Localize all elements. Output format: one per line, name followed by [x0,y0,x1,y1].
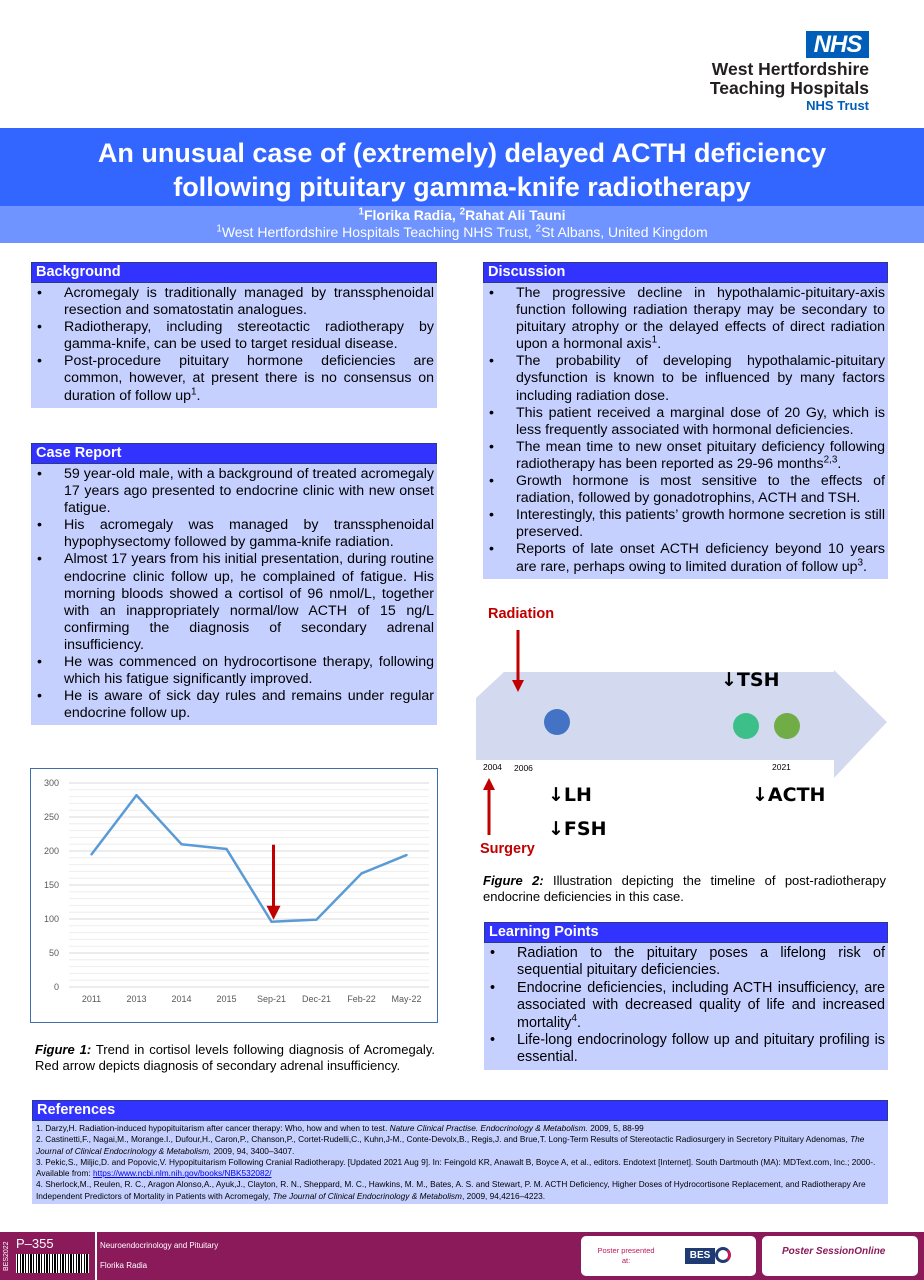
ref3-text: 3. Pekic,S., Miljic,D. and Popovic,V. Hypopituitarism Following Cranial Radiotherapy. [Updated 2021 Aug 9]. In: Feingold KR, Anawalt B, Boyce A, et al., editors. Endotext [Internet]. South Dartmouth (MA): MDText.com, Inc.; 2000-. Available from: [36,1156,876,1179]
side-code: BES2022 [3,1241,10,1271]
trust-line-3: NHS Trust [806,98,869,113]
trust-name [710,60,869,113]
y-tick-label: 100 [43,914,59,924]
lh-fsh-dot [544,709,570,735]
reference-3 [36,1157,884,1180]
pso-logo-box[interactable] [761,1235,919,1277]
figure2-caption [483,873,886,905]
ref1-text: 1. Darzy,H. Radiation-induced hypopituitarism after cancer therapy: Who, how and when to test. [36,1123,388,1133]
learning-points-heading: Learning Points [484,922,888,943]
x-tick-label: 2011 [81,994,102,1004]
tsh-label: ↓TSH [721,669,780,691]
ref3-link[interactable]: https://www.ncbi.nlm.nih.gov/books/NBK532082/ [93,1168,272,1179]
timeline-arrow [476,670,887,778]
affiliation [0,224,924,241]
ref2-tail: 2009, 94, 3400–3407. [213,1145,295,1156]
authors-text: Florika Radia, $^2$Rahat Ali Tauni [363,206,566,223]
data-point [270,921,272,923]
learning-points-body [484,943,888,1070]
year-2004: 2004 [483,762,502,772]
list-item: • Acromegaly is traditionally managed by transsphenoidal resection and somatostatin analogues. [34,285,434,319]
cortisol-series-line [92,795,407,921]
authors [0,207,924,224]
data-point [360,872,362,874]
x-tick-label: 2015 [216,994,237,1004]
y-tick-label: 150 [43,880,59,890]
list-item: • Reports of late onset ACTH deficiency beyond 10 years are rare, perhaps owing to limited duration of follow $up^3$. [486,541,885,575]
list-item: • The probability of developing hypothalamic-pituitary dysfunction is known to be influenced by many factors including radiation dose. [486,353,885,404]
bes-logo: BES [685,1248,715,1264]
ref4-text: 4. Sherlock,M., Reulen, R. C., Aragon Alonso,A., Ayuk,J., Clayton, R. N., Sheppard, M. C., Hawkins, M. M., Bates, A. S. and Stewart, P. M. ACTH Deficiency, Higher Doses of Hydrocortisone Replacement, and Radiotherapy Are Independent Predictors of Mortality in Patients with Acromegaly, [36,1179,866,1201]
x-tick-label: 2013 [126,994,147,1004]
footer-category: Neuroendocrinology and Pituitary [100,1241,219,1250]
list-item: • Interestingly, this patients’ growth hormone secretion is still preserved. [486,507,885,541]
surgery-label: Surgery [480,841,535,857]
references-heading: References [32,1100,888,1121]
poster-title [0,136,924,204]
ref4-journal: The Journal of Clinical Endocrinology & Metabolism [272,1190,462,1201]
fsh-label: ↓FSH [548,818,607,840]
list-item: • Life-long endocrinology follow up and pituitary profiling is essential. [487,1032,885,1067]
learning-points-section [484,922,888,1070]
reference-2 [36,1134,884,1157]
x-tick-label: Feb-22 [347,994,376,1004]
background-heading: Background [31,262,437,283]
list-item: • Almost 17 years from his initial presentation, during routine endocrine clinic follow up, he complained of fatigue. His morning bloods showed a cortisol of 96 nmol/L, together with an inappropriately normal/low ACTH of 15 ng/L confirming the diagnosis of secondary adrenal insufficiency. [34,551,434,654]
author1-sup: 1 [358,206,364,218]
trust-line-2: Teaching Hospitals [709,78,869,98]
list-item: • Post-procedure pituitary hormone deficiencies are common, however, at present there is no consensus on duration of follow $up^1$. [34,353,434,404]
y-tick-label: 200 [43,846,59,856]
y-tick-label: 300 [43,778,59,788]
radiation-label: Radiation [488,606,555,622]
author2-sup: 2 [459,206,466,218]
figure1-label: Figure 1: [35,1042,92,1057]
figure2-text: Illustration depicting the timeline of post-radiotherapy endocrine deficiencies in this case. [483,873,886,904]
bes-ring-icon [715,1247,731,1263]
y-tick-label: 250 [43,812,59,822]
reference-4 [36,1179,884,1202]
x-tick-label: 2014 [171,994,192,1004]
data-point [90,853,92,855]
ref4-tail: , 2009, 94,4216–4223. [461,1190,546,1201]
discussion-body [483,283,888,579]
case-report-section [31,443,437,725]
ref2-journal: The Journal of Clinical Endocrinology & Metabolism, [36,1134,865,1156]
title-line-2: following pituitary gamma-knife radiotherapy [173,172,751,202]
figure1-text: Trend in cortisol levels following diagnosis of Acromegaly. Red arrow depicts diagnosis of secondary adrenal insufficiency. [35,1042,435,1073]
discussion-heading: Discussion [483,262,888,283]
reference-1 [36,1123,884,1134]
learning-points-list [487,945,885,1067]
list-item: • Growth hormone is most sensitive to the effects of radiation, followed by gonadotrophins, ACTH and TSH. [486,473,885,507]
presented-at-text: Poster presented at: [597,1246,655,1265]
case-report-body [31,464,437,725]
list-item: • He is aware of sick day rules and remains under regular endocrine follow up. [34,688,434,722]
barcode [16,1254,89,1273]
x-tick-label: May-22 [391,994,422,1004]
data-point [180,843,182,845]
ref2-text: 2. Castinetti,F., Nagai,M., Morange.I., Dufour,H., Caron,P., Chanson,P., Cortet-Rudelli,C., Kuhn,J-M., Conte-Devolx,B., Regis,J. and Brue,T. Long-Term Results of Stereotactic Radiosurgery in Secretory Pituitary Adenomas, [36,1134,848,1145]
cortisol-chart [30,768,438,1023]
footer-author: Florika Radia [100,1261,148,1270]
footer-divider [95,1232,97,1280]
list-item: • Endocrine deficiencies, including ACTH insufficiency, are associated with decreased quality of life and increased mortality$^4$. [487,980,885,1032]
figure2-label: Figure 2: [483,873,544,888]
background-list [34,285,434,405]
discussion-section [483,262,888,579]
list-item: • The mean time to new onset pituitary deficiency following radiotherapy has been reported as 29-96 months$^{2,3}$. [486,439,885,473]
references-body [32,1121,888,1204]
data-point [225,848,227,850]
affiliation-text: West Hertfordshire Hospitals Teaching NHS Trust, $^2$St Albans, United Kingdom [221,223,708,240]
timeline-graphic [474,600,894,860]
poster-id: P–355 [16,1236,54,1251]
acth-dot [733,713,759,739]
affil-sup-2: 2 [535,223,542,235]
list-item: • Radiation to the pituitary poses a lifelong risk of sequential pituitary deficiencies. [487,945,885,980]
y-tick-label: 0 [53,982,59,992]
ref1-tail: 2009, 5, 88-99 [590,1123,644,1133]
case-report-heading: Case Report [31,443,437,464]
discussion-list [486,285,885,576]
data-point [135,794,137,796]
background-section [31,262,437,408]
list-item: • The progressive decline in hypothalamic-pituitary-axis function following radiation therapy may be secondary to pituitary atrophy or the delayed effects of direct radiation upon a hormonal axis$^1$. [486,285,885,353]
list-item: • Radiotherapy, including stereotactic radiotherapy by gamma-knife, can be used to target residual disease. [34,319,434,353]
ref1-journal: Nature Clinical Practise. Endocrinology & Metabolism. [389,1123,588,1133]
title-line-1: An unusual case of (extremely) delayed ACTH deficiency [97,138,827,168]
chart-svg [31,769,439,1024]
year-2021: 2021 [772,762,791,772]
affil-sup-1: 1 [216,223,222,235]
list-item: • His acromegaly was managed by transsphenoidal hypophysectomy followed by gamma-knife radiation. [34,517,434,551]
tsh-dot [774,713,800,739]
year-2006: 2006 [514,763,533,773]
list-item: • 59 year-old male, with a background of treated acromegaly 17 years ago presented to endocrine clinic with new onset fatigue. [34,466,434,517]
surgery-arrow-head [483,778,495,790]
acth-label: ↓ACTH [752,784,826,806]
data-point [315,918,317,920]
presented-at-box [580,1235,757,1277]
case-report-list [34,466,434,722]
trust-line-1: West Hertfordshire [711,59,869,79]
lh-label: ↓LH [548,784,592,806]
list-item: • This patient received a marginal dose of 20 Gy, which is less frequently associated with hormonal deficiencies. [486,405,885,439]
references-section [32,1100,888,1204]
figure1-caption [35,1042,435,1074]
background-body [31,283,437,408]
nhs-logo: NHS [806,31,869,58]
list-item: • He was commenced on hydrocortisone therapy, following which his fatigue significantly improved. [34,654,434,688]
y-tick-label: 50 [48,948,59,958]
data-point [405,854,407,856]
pso-logo: Poster SessionOnline [782,1246,886,1257]
x-tick-label: Dec-21 [301,994,332,1004]
x-tick-label: Sep-21 [256,994,287,1004]
